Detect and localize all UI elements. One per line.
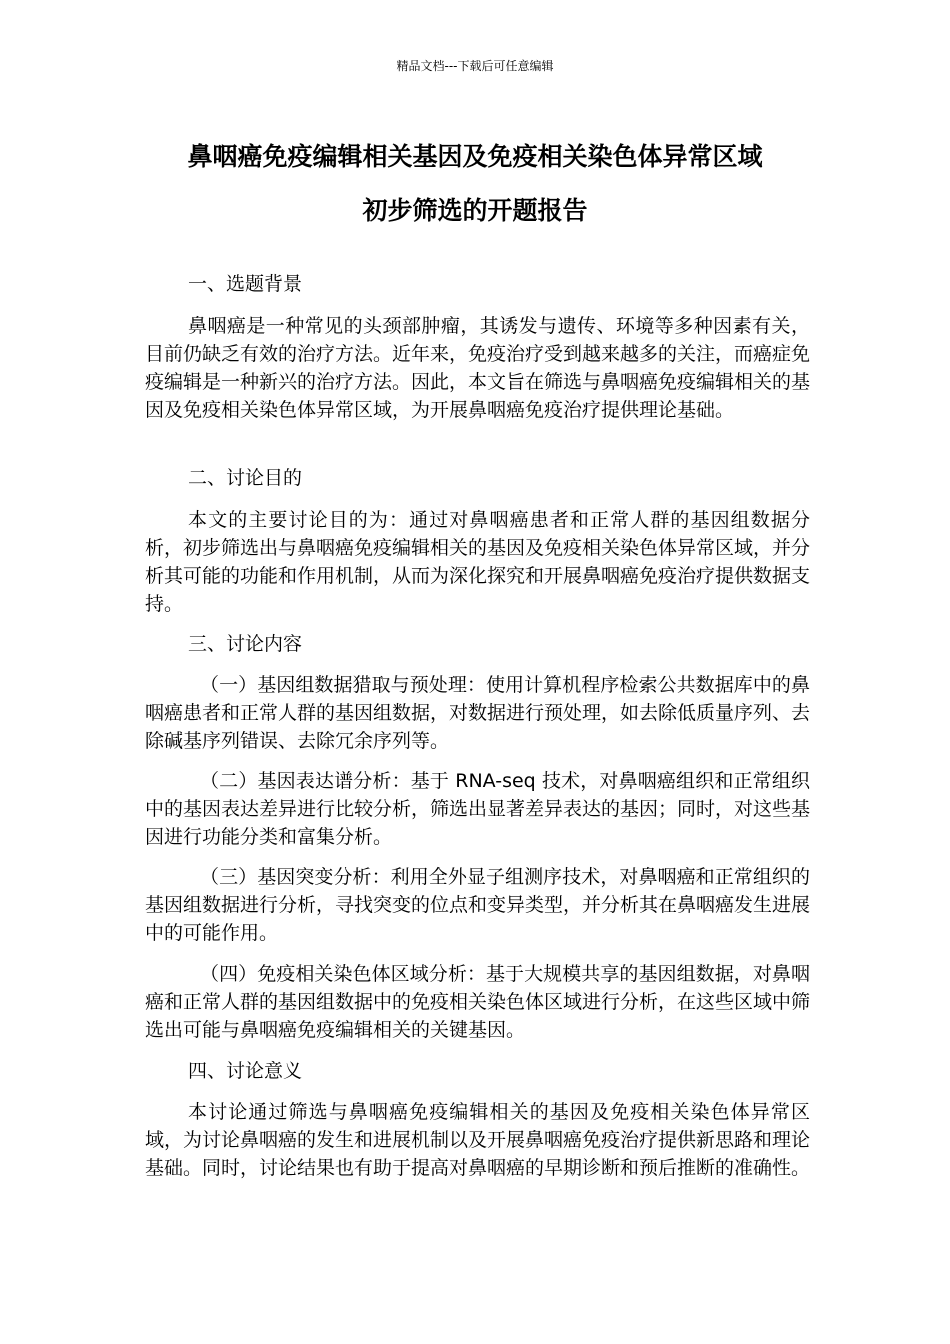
header-note: 精品文档---下载后可任意编辑 [396,59,554,73]
paragraph-content-1: （一）基因组数据猎取与预处理：使用计算机程序检索公共数据库中的鼻咽癌患者和正常人群的基因组数据，对数据进行预处理，如去除低质量序列、去除碱基序列错误、去除冗余序列等。 [145,674,811,752]
section-heading-significance: 四、讨论意义 [188,1060,303,1082]
paragraph-significance: 本讨论通过筛选与鼻咽癌免疫编辑相关的基因及免疫相关染色体异常区域，为讨论鼻咽癌的发生和进展机制以及开展鼻咽癌免疫治疗提供新思路和理论基础。同时，讨论结果也有助于提高对鼻咽癌的早期诊断和预后推断的准确性。 [145,1101,811,1179]
document-title-line-1: 鼻咽癌免疫编辑相关基因及免疫相关染色体异常区域 [187,142,763,171]
paragraph-content-3: （三）基因突变分析：利用全外显子组测序技术，对鼻咽癌和正常组织的基因组数据进行分析，寻找突变的位点和变异类型，并分析其在鼻咽癌发生进展中的可能作用。 [145,866,811,944]
section-heading-purpose: 二、讨论目的 [188,467,303,489]
paragraph-background: 鼻咽癌是一种常见的头颈部肿瘤，其诱发与遗传、环境等多种因素有关，目前仍缺乏有效的治疗方法。近年来，免疫治疗受到越来越多的关注，而癌症免疫编辑是一种新兴的治疗方法。因此，本文旨在筛选与鼻咽癌免疫编辑相关的基因及免疫相关染色体异常区域，为开展鼻咽癌免疫治疗提供理论基础。 [145,315,811,421]
document-title-line-2: 初步筛选的开题报告 [362,196,588,225]
paragraph-purpose: 本文的主要讨论目的为：通过对鼻咽癌患者和正常人群的基因组数据分析，初步筛选出与鼻咽癌免疫编辑相关的基因及免疫相关染色体异常区域，并分析其可能的功能和作用机制，从而为深化探究和开展鼻咽癌免疫治疗提供数据支持。 [145,509,811,615]
paragraph-content-2: （二）基因表达谱分析：基于 RNA-seq 技术，对鼻咽癌组织和正常组织中的基因表达差异进行比较分析，筛选出显著差异表达的基因；同时，对这些基因进行功能分类和富集分析。 [145,770,811,848]
section-heading-content: 三、讨论内容 [188,633,303,655]
section-heading-background: 一、选题背景 [188,273,303,295]
paragraph-content-4: （四）免疫相关染色体区域分析：基于大规模共享的基因组数据，对鼻咽癌和正常人群的基因组数据中的免疫相关染色体区域进行分析，在这些区域中筛选出可能与鼻咽癌免疫编辑相关的关键基因。 [145,963,811,1041]
